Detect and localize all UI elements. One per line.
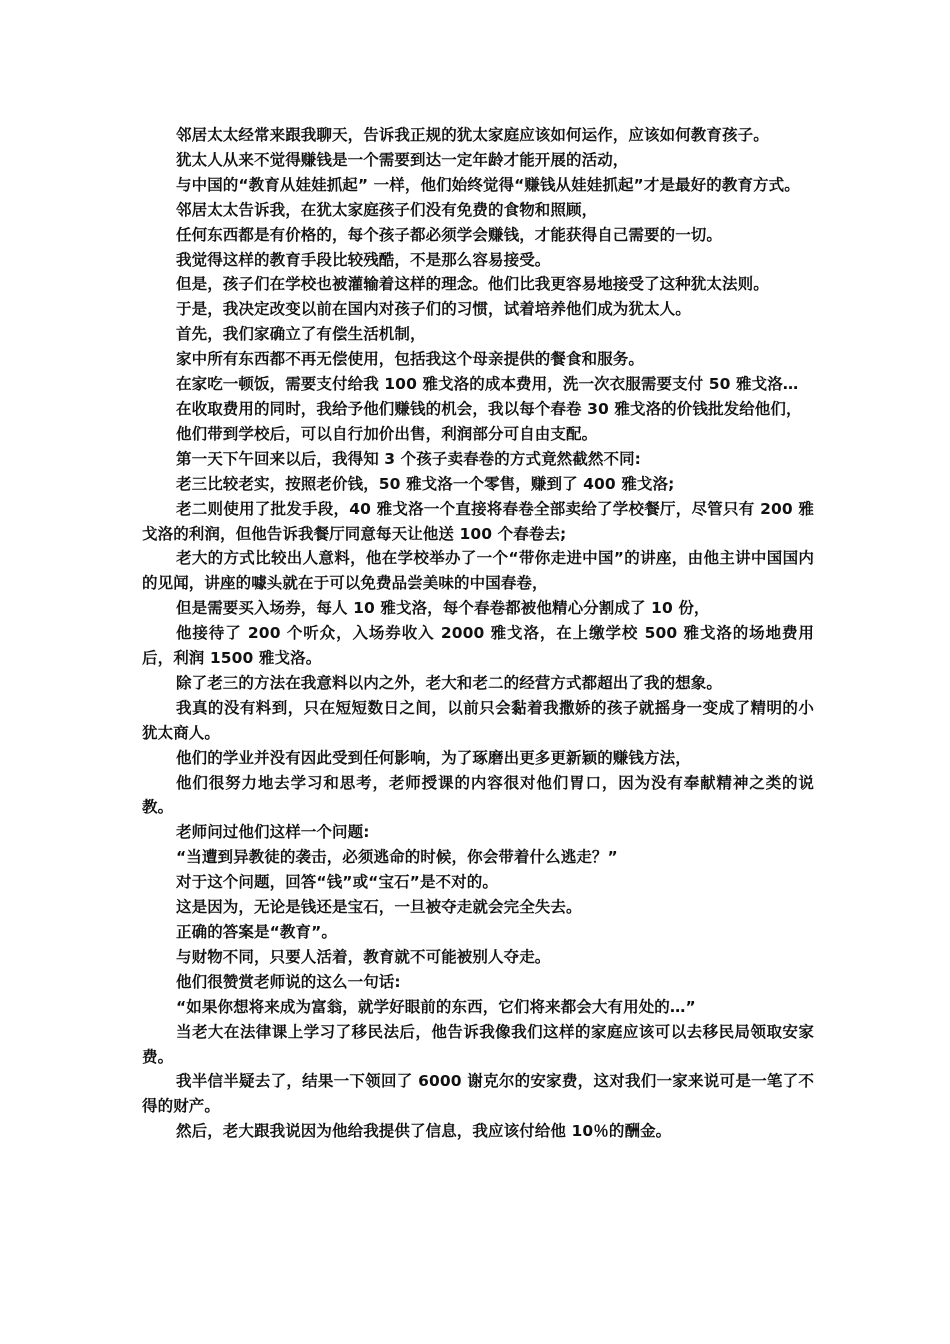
paragraph: “当遭到异教徒的袭击，必须逃命的时候，你会带着什么逃走？” — [176, 848, 618, 867]
paragraph: 老二则使用了批发手段，40 雅戈洛一个直接将春卷全部卖给了学校餐厅，尽管只有 200 雅戈洛的利润，但他告诉我餐厅同意每天让他送 100 个春卷去; — [142, 499, 814, 543]
paragraph: 第一天下午回来以后，我得知 3 个孩子卖春卷的方式竟然截然不同: — [176, 449, 641, 468]
paragraph: 我半信半疑去了，结果一下领回了 6000 谢克尔的安家费，这对我们一家来说可是一笔了不得的财产。 — [142, 1072, 814, 1116]
paragraph: 他们很赞赏老师说的这么一句话: — [176, 972, 401, 991]
paragraph: “如果你想将来成为富翁，就学好眼前的东西，它们将来都会大有用处的…” — [176, 997, 696, 1016]
paragraph: 首先，我们家确立了有偿生活机制， — [176, 325, 426, 344]
paragraph: 然后，老大跟我说因为他给我提供了信息，我应该付给他 10％的酬金。 — [176, 1122, 672, 1141]
paragraph: 老三比较老实，按照老价钱，50 雅戈洛一个零售，赚到了 400 雅戈洛; — [176, 474, 675, 493]
paragraph: 于是，我决定改变以前在国内对孩子们的习惯，试着培养他们成为犹太人。 — [176, 300, 691, 319]
paragraph: 与财物不同，只要人活着，教育就不可能被别人夺走。 — [176, 947, 551, 966]
paragraph: 与中国的“教育从娃娃抓起” 一样，他们始终觉得“赚钱从娃娃抓起”才是最好的教育方式。 — [176, 175, 800, 194]
paragraph: 他们带到学校后，可以自行加价出售，利润部分可自由支配。 — [176, 424, 598, 443]
paragraph: 但是，孩子们在学校也被灌输着这样的理念。他们比我更容易地接受了这种犹太法则。 — [176, 275, 769, 294]
paragraph: 我真的没有料到，只在短短数日之间，以前只会黏着我撒娇的孩子就摇身一变成了精明的小犹太商人。 — [142, 698, 814, 742]
paragraph: 除了老三的方法在我意料以内之外，老大和老二的经营方式都超出了我的想象。 — [176, 673, 723, 692]
paragraph: 但是需要买入场券，每人 10 雅戈洛，每个春卷都被他精心分割成了 10 份， — [176, 599, 710, 618]
paragraph: 他接待了 200 个听众，入场券收入 2000 雅戈洛，在上缴学校 500 雅戈洛的场地费用后，利润 1500 雅戈洛。 — [142, 624, 814, 668]
paragraph: 他们很努力地去学习和思考，老师授课的内容很对他们胃口，因为没有奉献精神之类的说教。 — [142, 773, 814, 817]
paragraph: 家中所有东西都不再无偿使用，包括我这个母亲提供的餐食和服务。 — [176, 350, 645, 369]
paragraph: 犹太人从来不觉得赚钱是一个需要到达一定年龄才能开展的活动， — [176, 150, 629, 169]
paragraph: 这是因为，无论是钱还是宝石，一旦被夺走就会完全失去。 — [176, 898, 582, 917]
paragraph: 老大的方式比较出人意料，他在学校举办了一个“带你走进中国”的讲座，由他主讲中国国内的见闻，讲座的噱头就在于可以免费品尝美味的中国春卷， — [142, 549, 814, 593]
paragraph: 正确的答案是“教育”。 — [176, 923, 337, 941]
paragraph: 老师问过他们这样一个问题: — [176, 823, 370, 842]
article-body — [142, 123, 814, 1144]
paragraph: 在收取费用的同时，我给予他们赚钱的机会，我以每个春卷 30 雅戈洛的价钱批发给他们， — [176, 399, 802, 418]
paragraph: 邻居太太经常来跟我聊天，告诉我正规的犹太家庭应该如何运作，应该如何教育孩子。 — [176, 126, 769, 144]
paragraph: 当老大在法律课上学习了移民法后，他告诉我像我们这样的家庭应该可以去移民局领取安家费。 — [142, 1022, 814, 1066]
paragraph: 任何东西都是有价格的，每个孩子都必须学会赚钱，才能获得自己需要的一切。 — [176, 225, 723, 244]
paragraph: 邻居太太告诉我，在犹太家庭孩子们没有免费的食物和照顾， — [176, 200, 598, 219]
paragraph: 对于这个问题，回答“钱”或“宝石”是不对的。 — [176, 873, 498, 892]
paragraph: 我觉得这样的教育手段比较残酷，不是那么容易接受。 — [176, 250, 551, 269]
paragraph: 在家吃一顿饭，需要支付给我 100 雅戈洛的成本费用，洗一次衣服需要支付 50 雅戈洛… — [176, 375, 799, 394]
paragraph: 他们的学业并没有因此受到任何影响，为了琢磨出更多更新颖的赚钱方法， — [176, 748, 691, 767]
